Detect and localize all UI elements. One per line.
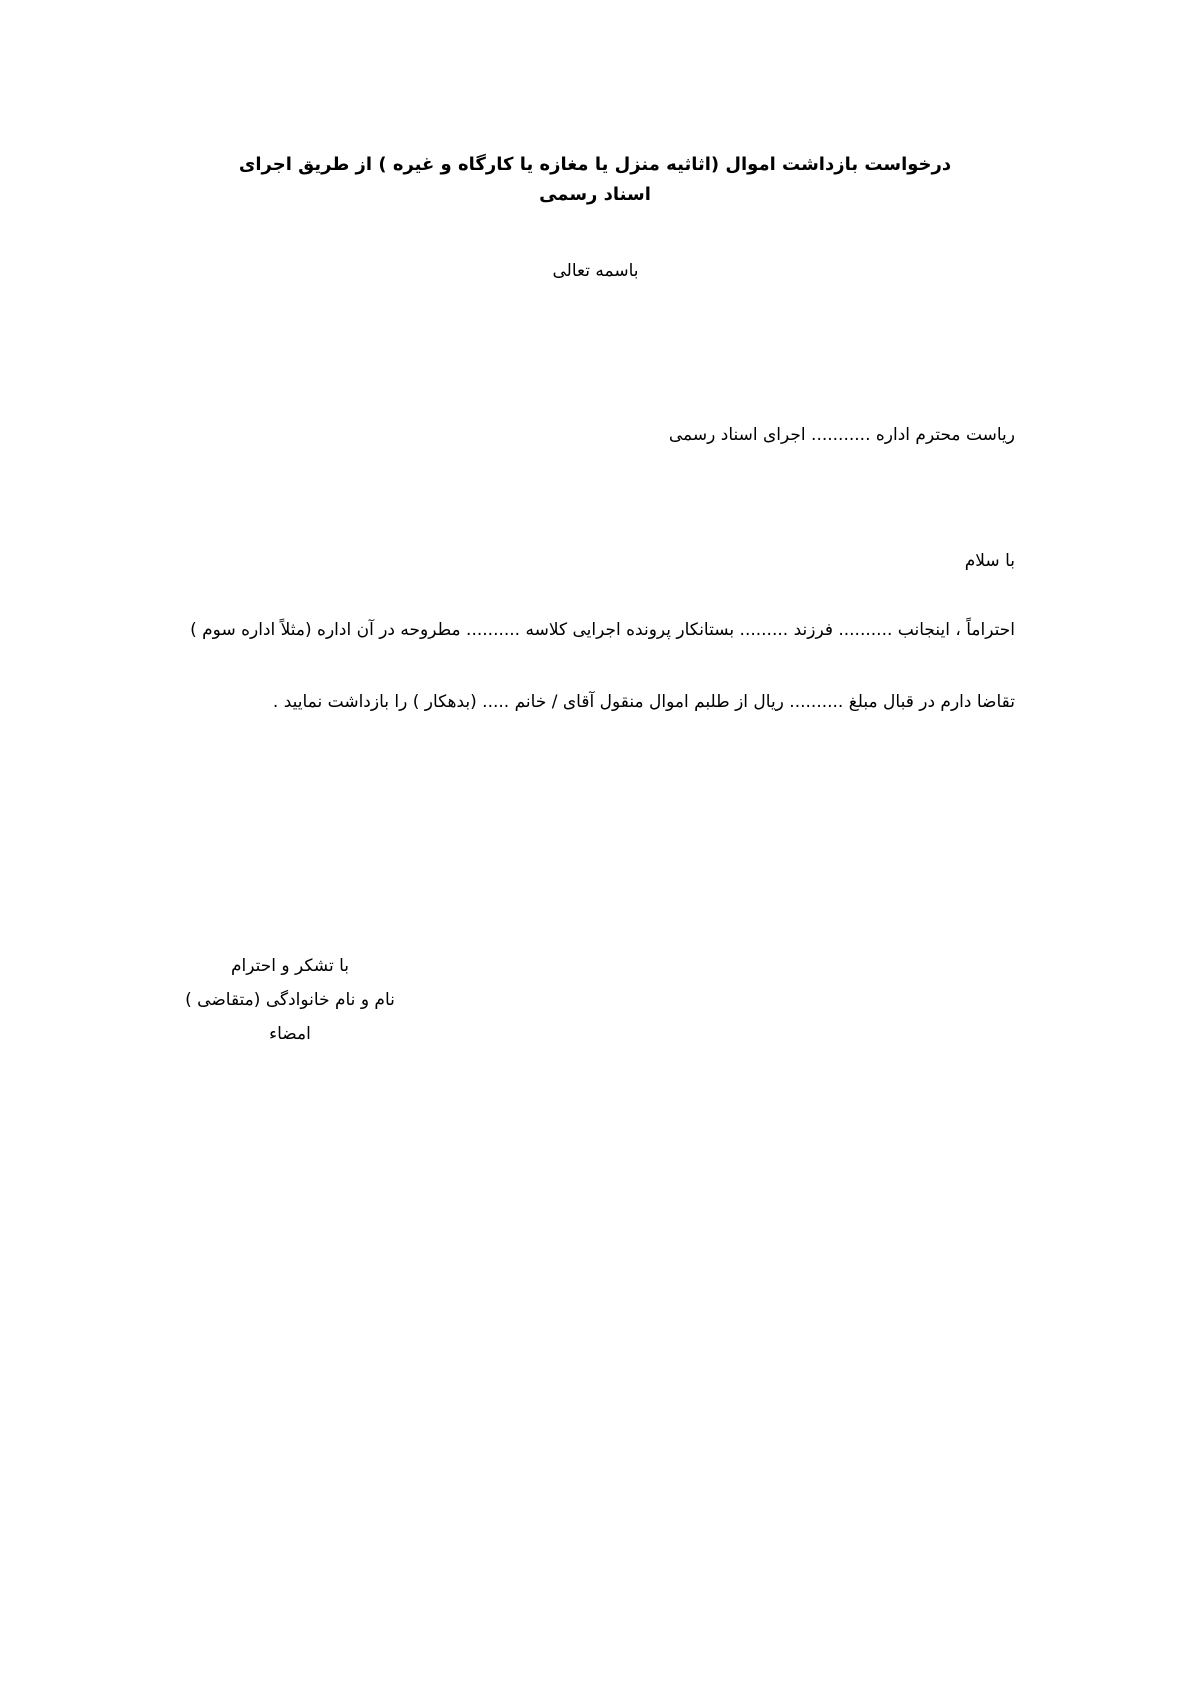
body-paragraph-line-2: تقاضا دارم در قبال مبلغ .......... ریال از طلبم اموال منقول آقای / خانم ..... (بدهکار ) را بازداشت نمایید . [272, 692, 1015, 712]
body-paragraph-line-1: احتراماً ، اینجانب .......... فرزند ......... بستانکار پرونده اجرایی کلاسه .......... مطروحه در آن اداره (مثلاً اداره سوم ) [190, 620, 1015, 640]
applicant-name-line: نام و نام خانوادگی (متقاضی ) [185, 990, 395, 1010]
document-title: درخواست بازداشت اموال (اثاثیه منزل یا مغازه یا کارگاه و غیره ) از طریق اجرای اسناد رسمی [238, 154, 952, 205]
closing-regards: با تشکر و احترام [231, 956, 349, 976]
addressee-line: ریاست محترم اداره ........... اجرای اسناد رسمی [668, 425, 1015, 445]
signature-line: امضاء [269, 1024, 311, 1044]
bismillah-heading: باسمه تعالی [552, 261, 639, 281]
greeting-line: با سلام [964, 551, 1015, 571]
